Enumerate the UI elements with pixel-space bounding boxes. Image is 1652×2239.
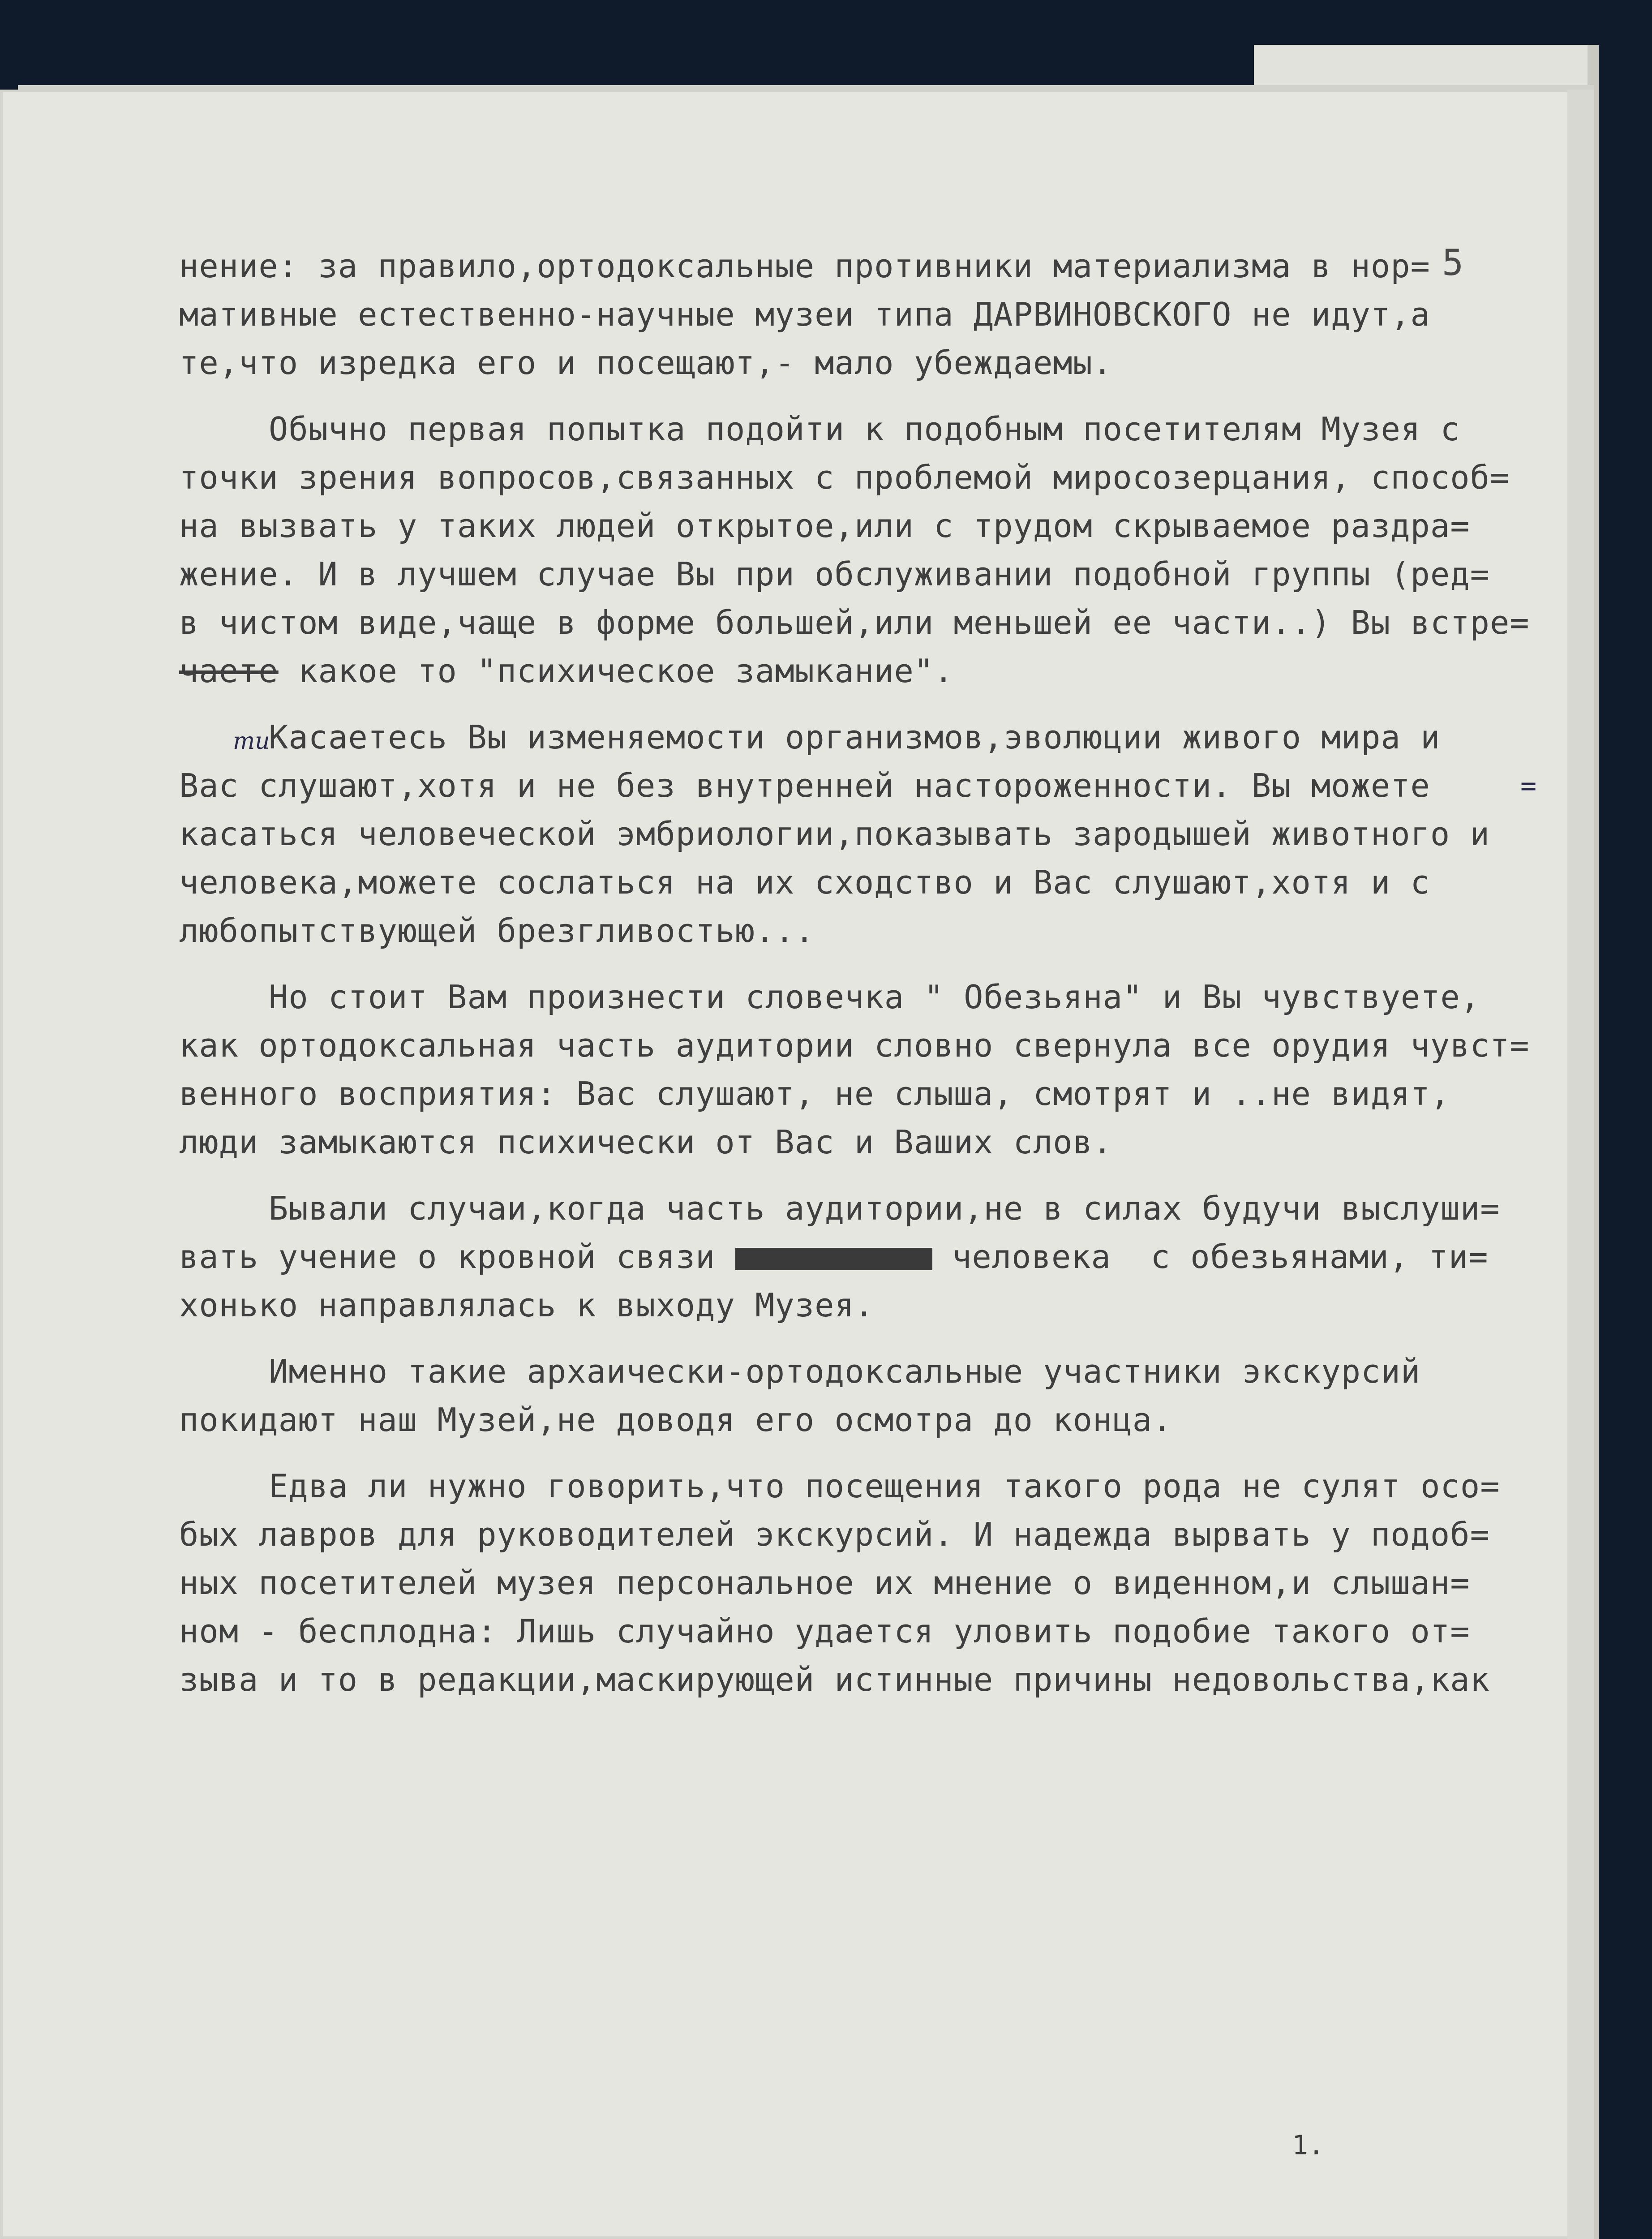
- text-line: жение. И в лучшем случае Вы при обслуживании подобной группы (ред=: [179, 555, 1490, 593]
- typed-over-blot: [735, 1248, 932, 1270]
- page-right-edge: [1567, 90, 1594, 2239]
- text-line: касаться человеческой эмбриологии,показывать зародышей животного и: [179, 815, 1490, 853]
- paragraph-start: Касаетесь Вы изменяемости организмов,эволюции живого мира и: [269, 718, 1441, 756]
- struck-word: чаете: [179, 652, 279, 690]
- text-line: [179, 1233, 1505, 1281]
- text-line: зыва и то в редакции,маскирующей истинные причины недовольства,как: [179, 1661, 1490, 1698]
- text-line: ном - бесплодна: Лишь случайно удается уловить подобие такого от=: [179, 1612, 1470, 1650]
- text-line: любопытствующей брезгливостью...: [179, 912, 815, 950]
- text-line: Вас слушают,хотя и не без внутренней настороженности. Вы можете: [179, 767, 1430, 804]
- text-line: ных посетителей музея персональное их мнение о виденном,и слышан=: [179, 1564, 1470, 1602]
- bottom-mark: 1.: [1292, 2130, 1325, 2161]
- text-segment: вать учение о кровной связи: [179, 1238, 735, 1276]
- text-line: люди замыкаются психически от Вас и Ваших слов.: [179, 1123, 1113, 1161]
- text-line: [179, 647, 1505, 695]
- paragraph-start: Бывали случаи,когда часть аудитории,не в силах будучи выслуши=: [269, 1190, 1500, 1227]
- text-line: точки зрения вопросов,связанных с проблемой миросозерцания, способ=: [179, 459, 1510, 496]
- text-segment: человека с обезьянами, ти=: [932, 1238, 1489, 1276]
- text-line: покидают наш Музей,не доводя его осмотра до конца.: [179, 1401, 1172, 1439]
- handwritten-correction: ти: [233, 728, 270, 755]
- text-line: венного восприятия: Вас слушают, не слыша, смотрят и ..не видят,: [179, 1075, 1450, 1113]
- text-line: те,что изредка его и посещают,- мало убеждаемы.: [179, 344, 1113, 382]
- text-line: человека,можете сослаться на их сходство и Вас слушают,хотя и с: [179, 864, 1430, 901]
- paragraph-start: Именно такие архаически-ортодоксальные участники экскурсий: [269, 1353, 1421, 1390]
- text-line: на вызвать у таких людей открытое,или с трудом скрываемое раздра=: [179, 507, 1470, 545]
- text-segment: какое то "психическое замыкание".: [278, 652, 954, 690]
- text-line: бых лавров для руководителей экскурсий. И надежда вырвать у подоб=: [179, 1516, 1490, 1553]
- text-line: нение: за правило,ортодоксальные противники материализма в нор=: [179, 247, 1430, 285]
- text-line: хонько направлялась к выходу Музея.: [179, 1286, 875, 1324]
- text-line: как ортодоксальная часть аудитории словно свернула все орудия чувст=: [179, 1027, 1530, 1064]
- margin-mark: =: [1520, 770, 1537, 802]
- paragraph-start: Обычно первая попытка подойти к подобным посетителям Музея с: [269, 410, 1460, 448]
- page-number: 5: [1442, 242, 1464, 284]
- paragraph-start: Но стоит Вам произнести словечка " Обезьяна" и Вы чувствуете,: [269, 978, 1480, 1016]
- text-line: мативные естественно-научные музеи типа ДАРВИНОВСКОГО не идут,а: [179, 296, 1430, 333]
- page-top-fold: [18, 85, 1594, 91]
- document-body: [179, 242, 1530, 1704]
- text-line: в чистом виде,чаще в форме большей,или меньшей ее части..) Вы встре=: [179, 604, 1530, 641]
- paragraph-start: Едва ли нужно говорить,что посещения такого рода не сулят осо=: [269, 1467, 1500, 1505]
